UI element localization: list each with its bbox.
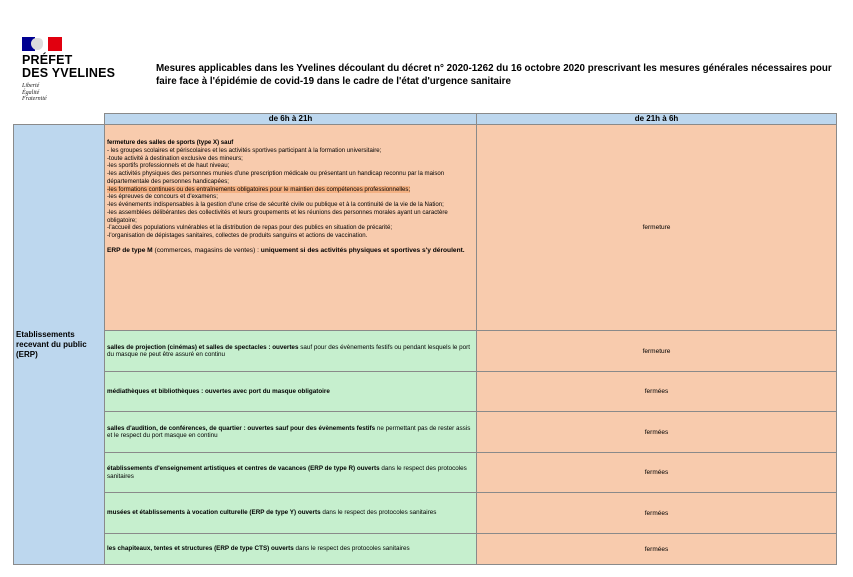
row-bold-text: salles d'audition, de conférences, de quartier : ouvertes sauf pour des évènements festifs: [107, 424, 376, 432]
row-normal-text: dans le respect des protocoles sanitaires: [293, 545, 410, 553]
row-normal-text: sauf pour des évènements festifs ou pendant lesquels le port du masque ne peut être assuré en continu: [107, 343, 470, 358]
row-arts-night: fermées: [476, 452, 837, 493]
row-museums-night: fermées: [476, 492, 837, 534]
prefet-logo: [22, 37, 132, 103]
sports-item: -les épreuves de concours et d'examens;: [107, 193, 218, 201]
row-auditions-day: [104, 411, 477, 453]
sports-item: -toute activité à destination exclusive des mineurs;: [107, 154, 243, 162]
row-normal-text: dans le respect des protocoles sanitaires: [107, 465, 467, 480]
motto-liberte: Liberté: [22, 83, 40, 89]
logo-line-2: DES YVELINES: [22, 66, 116, 80]
row-libraries-day: [104, 371, 477, 412]
erp-m-condition: uniquement si des activités physiques et sportives s'y déroulent.: [260, 246, 465, 254]
sports-item: -les assemblées délibérantes des collectivités et leurs groupements et les réunions des personnes morales ayant un caractère obligatoire;: [107, 208, 448, 224]
motto-egalite: Égalité: [22, 89, 40, 96]
row-arts-day: [104, 452, 477, 493]
erp-m-label: ERP de type M: [107, 246, 153, 254]
category-label: Etablissements recevant du public (ERP): [16, 329, 87, 359]
sports-item-highlighted: -les formations continues ou des entraînements obligatoires pour le maintien des compétences professionnelles;: [107, 185, 411, 193]
logo-motto: [22, 83, 132, 103]
header-day: de 6h à 21h: [104, 113, 477, 125]
sports-item: -l'accueil des populations vulnérables et la distribution de repas pour des publics en situation de précarité;: [107, 224, 393, 232]
row-bold-text: salles de projection (cinémas) et salles de spectacles : ouvertes: [107, 343, 299, 351]
row-cinemas-day: [104, 330, 477, 372]
marianne-flag-icon: [22, 37, 62, 51]
sports-day-cell: [104, 124, 477, 331]
row-normal-text: dans le respect des protocoles sanitaires: [320, 509, 437, 517]
sports-item: -les événements indispensables à la gestion d'une crise de sécurité civile ou publique et à la continuité de la vie de la Nation;: [107, 201, 444, 208]
measures-table: [13, 113, 837, 565]
row-normal-text: ne permettant pas de rester assis et le respect du port masque en continu: [107, 424, 471, 439]
sports-item: -les activités physiques des personnes munies d'une prescription médicale ou présentant un handicap reconnu par la maison départementale des personnes handicapées;: [107, 170, 445, 185]
sports-item: -l'organisation de dépistages sanitaires, collectes de produits sanguins et actions de vaccination.: [107, 232, 368, 239]
erp-m-desc: (commerces, magasins de ventes) :: [152, 246, 261, 254]
sports-heading: fermeture des salles de sports (type X) sauf: [107, 139, 234, 146]
sports-night-cell: fermeture: [476, 124, 837, 331]
motto-fraternite: Fraternité: [22, 96, 47, 102]
row-chapiteaux-day: [104, 533, 477, 565]
logo-name: [22, 54, 132, 80]
row-auditions-night: fermées: [476, 411, 837, 453]
row-bold-text: musées et établissements à vocation culturelle (ERP de type Y) ouverts: [107, 509, 321, 517]
row-museums-day: [104, 492, 477, 534]
row-bold-text: médiathèques et bibliothèques : ouvertes avec port du masque obligatoire: [107, 387, 330, 395]
row-chapiteaux-night: fermées: [476, 533, 837, 565]
sports-item: - les groupes scolaires et périscolaires et les activités sportives participant à la formation universitaire;: [107, 146, 382, 154]
sports-item: -les sportifs professionnels et de haut niveau;: [107, 162, 230, 170]
row-cinemas-night: fermeture: [476, 330, 837, 372]
row-bold-text: les chapiteaux, tentes et structures (ERP de type CTS) ouverts: [107, 545, 294, 553]
logo-line-1: PRÉFET: [22, 53, 73, 67]
category-erp: [13, 124, 105, 565]
header-night: de 21h à 6h: [476, 113, 837, 125]
row-libraries-night: fermées: [476, 371, 837, 412]
document-title: Mesures applicables dans les Yvelines découlant du décret n° 2020-1262 du 16 octobre 2020 prescrivant les mesures générales nécessaires pour faire face à l'épidémie de covid-19 dans le cadre de l'état d'urgence sanitaire: [156, 63, 832, 87]
row-bold-text: établissements d'enseignement artistiques et centres de vacances (ERP de type R) ouverts: [107, 465, 380, 472]
